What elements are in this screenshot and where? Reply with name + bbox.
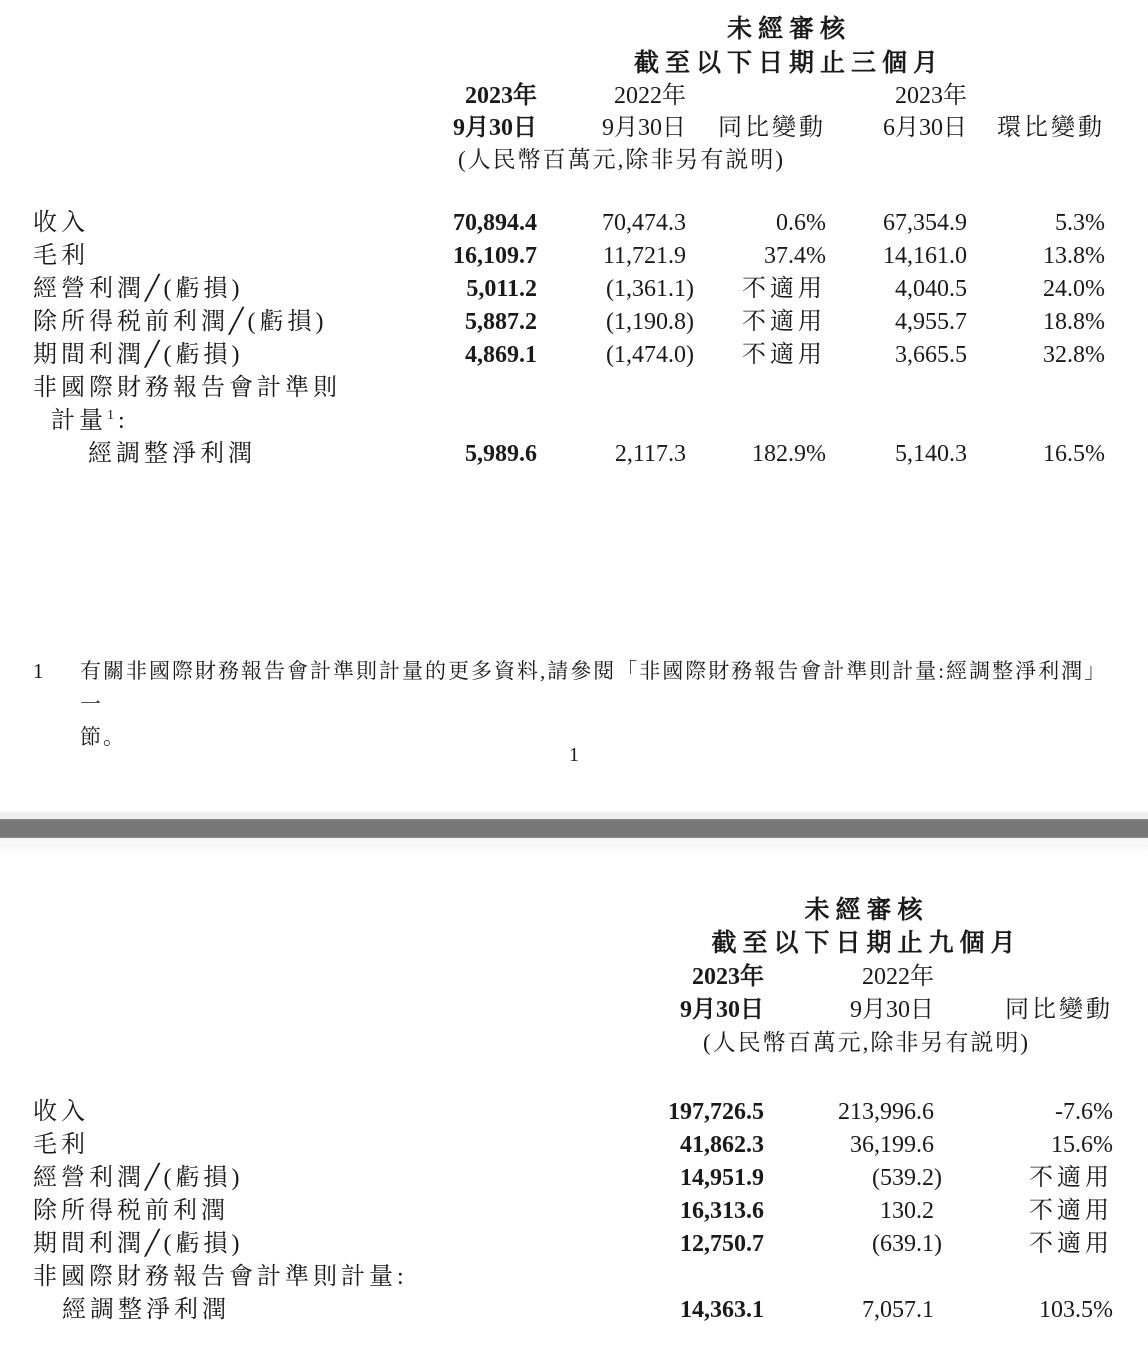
cell: 14,951.9 xyxy=(680,1164,764,1191)
row-label: 除所得税前利潤 xyxy=(33,1197,229,1224)
footnote-text: 有關非國際財務報告會計準則計量的更多資料,請參閱「非國際財務報告會計準則計量:經調整淨利潤」一 節。 xyxy=(80,659,1108,749)
col-header-year-2022: 2022年 xyxy=(862,963,934,990)
cell: 不適用 xyxy=(1029,1197,1114,1224)
cell: 12,750.7 xyxy=(680,1230,764,1257)
col-header-sep30-2023: 9月30日 xyxy=(453,115,537,141)
cell: 不適用 xyxy=(742,275,826,302)
row-label: 非國際財務報告會計準則計量: xyxy=(33,1263,408,1290)
cell: 5,140.3 xyxy=(895,440,967,467)
col-header-jun30-2023: 6月30日 xyxy=(883,115,967,141)
col-header-year-2023b: 2023年 xyxy=(895,83,967,109)
cell: 不適用 xyxy=(1029,1164,1114,1191)
report-page-2 xyxy=(0,845,1148,1352)
cell: 37.4% xyxy=(764,242,826,269)
table-row-profit-before-tax xyxy=(33,305,1105,338)
row-label: 收入 xyxy=(33,1098,89,1125)
cell: 0.6% xyxy=(776,209,826,236)
cell: 70,894.4 xyxy=(453,209,537,236)
row-label: 經營利潤╱(虧損) xyxy=(33,275,244,302)
cell: 16.5% xyxy=(1043,440,1106,467)
table-subtitle-row xyxy=(33,46,1105,80)
row-label: 期間利潤╱(虧損) xyxy=(33,341,244,368)
cell: 18.8% xyxy=(1043,308,1106,335)
cell: 不適用 xyxy=(742,308,826,335)
table-row-gross-profit xyxy=(33,1128,1113,1161)
unaudited-heading: 未經審核 xyxy=(804,895,929,924)
table-row-adjusted-net-profit xyxy=(33,437,1105,470)
page-number: 1 xyxy=(569,744,579,766)
financial-table-three-months xyxy=(33,12,1105,470)
table-row-non-ifrs-caption xyxy=(33,371,1105,404)
table-row-non-ifrs-caption xyxy=(33,1260,1113,1293)
cell: 16,313.6 xyxy=(680,1197,764,1224)
row-label: 經調整淨利潤 xyxy=(62,1296,230,1323)
col-header-year-2023: 2023年 xyxy=(692,963,764,990)
cell: 3,665.5 xyxy=(895,341,967,368)
cell: 213,996.6 xyxy=(838,1098,934,1125)
cell: 197,726.5 xyxy=(668,1098,764,1125)
date-header-row xyxy=(33,112,1105,144)
footnote xyxy=(33,655,1123,754)
table-row-revenue xyxy=(33,1095,1113,1128)
period-heading-three-months: 截至以下日期止三個月 xyxy=(634,48,945,77)
table-row-profit-for-period xyxy=(33,338,1105,371)
cell: 15.6% xyxy=(1051,1131,1114,1158)
cell: 182.9% xyxy=(752,440,826,467)
table-row-profit-for-period xyxy=(33,1227,1113,1260)
cell: -7.6% xyxy=(1055,1098,1114,1125)
currency-unit-note: (人民幣百萬元,除非另有説明) xyxy=(702,1029,1031,1055)
row-label: 非國際財務報告會計準則 xyxy=(33,374,341,401)
row-label: 毛利 xyxy=(33,242,89,269)
year-header-row xyxy=(33,80,1105,112)
cell: 7,057.1 xyxy=(862,1296,934,1323)
cell: 11,721.9 xyxy=(602,242,686,269)
cell: 2,117.3 xyxy=(614,440,686,467)
row-label: 計量$^1$: xyxy=(51,407,129,434)
cell: 67,354.9 xyxy=(883,209,967,236)
cell: 24.0% xyxy=(1043,275,1106,302)
period-heading-nine-months: 截至以下日期止九個月 xyxy=(711,929,1022,957)
cell: 不適用 xyxy=(1029,1230,1114,1257)
col-header-yoy-change: 同比變動 xyxy=(718,115,826,141)
footnote-marker: 1 xyxy=(33,659,44,683)
cell: 5,989.6 xyxy=(465,440,537,467)
row-label: 經營利潤╱(虧損) xyxy=(33,1164,244,1191)
cell: 130.2 xyxy=(880,1197,934,1224)
table-row-measures-caption xyxy=(33,404,1105,437)
row-label: 毛利 xyxy=(33,1131,89,1158)
cell: 14,363.1 xyxy=(680,1296,764,1323)
cell: 4,040.5 xyxy=(895,275,967,302)
table-subtitle-row xyxy=(33,927,1113,960)
cell: 14,161.0 xyxy=(883,242,967,269)
cell: 5,011.2 xyxy=(466,275,537,302)
row-label: 經調整淨利潤 xyxy=(88,440,256,467)
financial-table-nine-months xyxy=(33,893,1113,1326)
col-header-sep30-2023: 9月30日 xyxy=(680,996,764,1023)
col-header-yoy-change: 同比變動 xyxy=(1005,996,1114,1023)
cell: (639.1) xyxy=(872,1230,942,1257)
table-row-adjusted-net-profit xyxy=(33,1293,1113,1326)
cell: 103.5% xyxy=(1039,1296,1114,1323)
col-header-qoq-change: 環比變動 xyxy=(997,115,1106,141)
table-row-revenue xyxy=(33,206,1105,239)
date-header-row xyxy=(33,993,1113,1026)
cell: 41,862.3 xyxy=(680,1131,764,1158)
year-header-row xyxy=(33,960,1113,993)
cell: 70,474.3 xyxy=(602,209,686,236)
cell: (1,190.8) xyxy=(606,308,694,335)
table-title-row xyxy=(33,12,1105,46)
table-title-row xyxy=(33,893,1113,927)
currency-unit-note: (人民幣百萬元,除非另有説明) xyxy=(457,146,786,172)
table-row-profit-before-tax xyxy=(33,1194,1113,1227)
cell: 不適用 xyxy=(742,341,826,368)
cell: (1,474.0) xyxy=(606,341,694,368)
table-row-operating-profit xyxy=(33,1161,1113,1194)
cell: 13.8% xyxy=(1043,242,1106,269)
table-row-operating-profit xyxy=(33,272,1105,305)
col-header-year-2023: 2023年 xyxy=(465,83,537,109)
row-label: 除所得税前利潤╱(虧損) xyxy=(33,308,328,335)
unit-note-row xyxy=(33,1026,1113,1058)
row-label: 期間利潤╱(虧損) xyxy=(33,1230,244,1257)
cell: 36,199.6 xyxy=(850,1131,934,1158)
row-label: 收入 xyxy=(33,209,89,236)
col-header-sep30-2022: 9月30日 xyxy=(602,115,686,141)
cell: 4,869.1 xyxy=(465,341,537,368)
cell: 5,887.2 xyxy=(465,308,537,335)
table-row-gross-profit xyxy=(33,239,1105,272)
cell: 32.8% xyxy=(1043,341,1106,368)
cell: 16,109.7 xyxy=(453,242,537,269)
col-header-year-2022: 2022年 xyxy=(614,83,686,109)
cell: (1,361.1) xyxy=(606,275,694,302)
cell: (539.2) xyxy=(872,1164,942,1191)
cell: 5.3% xyxy=(1055,209,1106,236)
unaudited-heading: 未經審核 xyxy=(727,14,852,43)
unit-note-row xyxy=(33,144,1105,174)
col-header-sep30-2022: 9月30日 xyxy=(850,996,934,1023)
footnote-reference: 1 xyxy=(107,407,118,423)
cell: 4,955.7 xyxy=(895,308,967,335)
page-separator-bar xyxy=(0,812,1148,845)
